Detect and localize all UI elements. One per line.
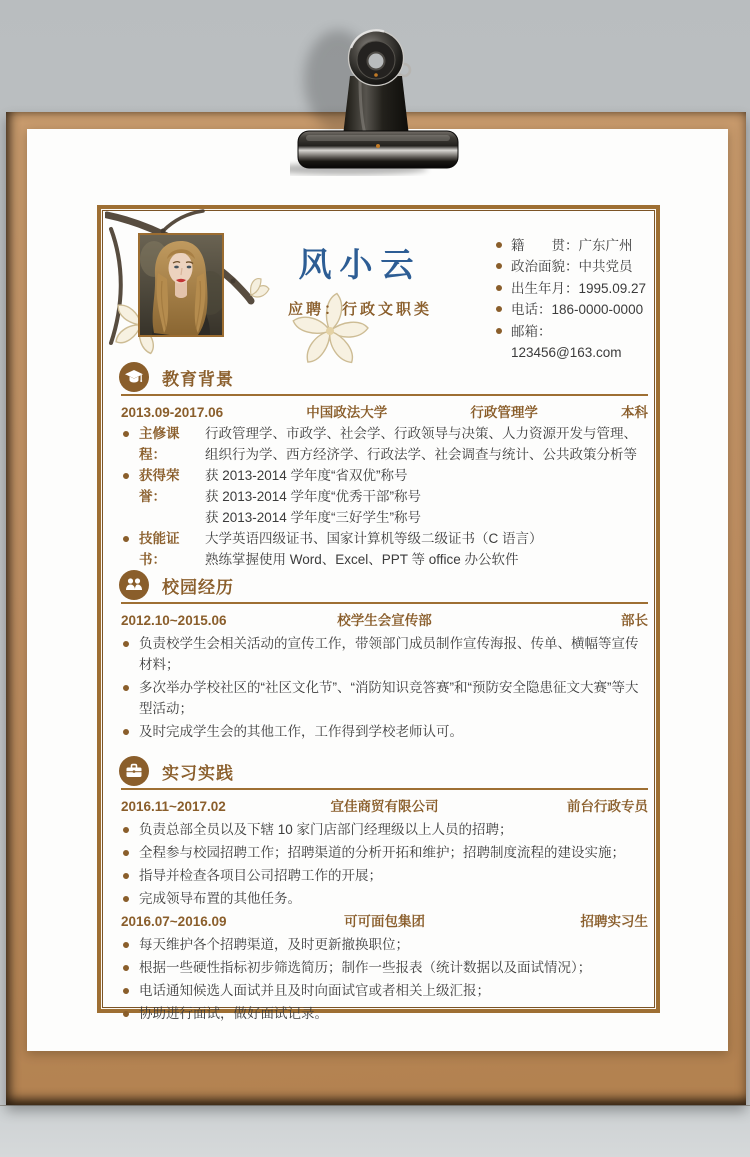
education-period: 2013.09-2017.06 xyxy=(121,405,224,420)
bullet-dot-icon xyxy=(123,827,129,833)
bullet-dot-icon xyxy=(123,641,129,647)
bullet-dot-icon xyxy=(123,873,129,879)
resume-frame xyxy=(97,205,660,1021)
bullet-dot-icon xyxy=(496,328,502,334)
bullet-dot-icon xyxy=(496,285,502,291)
bullet-dot-icon xyxy=(123,942,129,948)
bullet-dot-icon xyxy=(123,896,129,902)
profile-photo xyxy=(138,233,224,337)
campus-period: 2012.10~2015.06 xyxy=(121,613,227,628)
bullet-item: 协助进行面试，做好面试记录。 xyxy=(121,1003,648,1024)
briefcase-icon xyxy=(119,756,149,786)
bullet-item: 负责校学生会相关活动的宣传工作，带领部门成员制作宣传海报、传单、横幅等宣传材料； xyxy=(121,633,648,675)
binder-clip xyxy=(290,18,466,176)
section-title: 校园经历 xyxy=(162,577,234,597)
job-period: 2016.11~2017.02 xyxy=(121,799,226,814)
bullet-item: 全程参与校园招聘工作；招聘渠道的分析开拓和维护；招聘制度流程的建设实施； xyxy=(121,842,648,863)
section-divider xyxy=(121,788,648,790)
bullet-dot-icon xyxy=(123,1011,129,1017)
bullet-item: 每天维护各个招聘渠道，及时更新撤换职位； xyxy=(121,934,648,955)
bullet-dot-icon xyxy=(123,988,129,994)
education-degree: 本科 xyxy=(620,405,648,420)
name-block xyxy=(260,245,460,319)
contact-item-phone: 电话：186-0000-0000 xyxy=(496,299,652,320)
contact-item-origin: 籍 贯：广东广州 xyxy=(496,235,652,256)
section-title: 实习实践 xyxy=(162,763,234,783)
people-icon xyxy=(119,570,149,600)
section-title: 教育背景 xyxy=(162,369,234,389)
bullet-dot-icon xyxy=(123,473,129,479)
job-org: 宜佳商贸有限公司 xyxy=(330,799,439,814)
resume-header xyxy=(121,209,648,362)
bullet-item: 完成领导布置的其他任务。 xyxy=(121,888,648,909)
bullet-dot-icon xyxy=(123,729,129,735)
education-major: 行政管理学 xyxy=(470,405,538,420)
education-item-honors: 获得荣誉： 获 2013-2014 学年度“省双优”称号 获 2013-2014 学年度“优秀干部”称号 获 2013-2014 学年度“三好学生”称号 xyxy=(121,465,648,528)
bullet-dot-icon xyxy=(496,263,502,269)
job-row xyxy=(121,912,648,932)
bullet-dot-icon xyxy=(123,965,129,971)
job-role: 招聘实习生 xyxy=(580,914,648,929)
section-internship xyxy=(121,756,648,1024)
campus-role: 部长 xyxy=(621,613,648,628)
campus-org: 校学生会宣传部 xyxy=(337,613,432,628)
bullet-dot-icon xyxy=(123,685,129,691)
campus-row xyxy=(121,611,648,631)
contact-item-political: 政治面貌：中共党员 xyxy=(496,256,652,277)
section-campus xyxy=(121,570,648,742)
job-row xyxy=(121,797,648,817)
contact-list xyxy=(496,235,652,363)
job-org: 可可面包集团 xyxy=(344,914,425,929)
education-item-certificates: 技能证书： 大学英语四级证书、国家计算机等级二级证书（C 语言） 熟练掌握使用 Word、Excel、PPT 等 office 办公软件 xyxy=(121,528,648,570)
bullet-item: 电话通知候选人面试并且及时向面试官或者相关上级汇报； xyxy=(121,980,648,1001)
section-header xyxy=(121,756,648,786)
education-school: 中国政法大学 xyxy=(306,405,388,420)
section-divider xyxy=(121,602,648,604)
resume-paper xyxy=(27,129,728,1051)
floor xyxy=(0,1105,750,1157)
education-row xyxy=(121,403,648,423)
apply-position: 应聘：行政文职类 xyxy=(287,300,432,318)
section-header xyxy=(121,570,648,600)
bullet-item: 负责总部全员以及下辖 10 家门店部门经理级以上人员的招聘； xyxy=(121,819,648,840)
education-item-courses: 主修课程： 行政管理学、市政学、社会学、行政领导与决策、人力资源开发与管理、组织行为学、西方经济学、行政法学、社会调查与统计、公共政策分析等 xyxy=(121,423,648,465)
bullet-item: 多次举办学校社区的“社区文化节”、“消防知识竞答赛”和“预防安全隐患征文大赛”等大型活动； xyxy=(121,677,648,719)
bullet-item: 根据一些硬性指标初步筛选简历；制作一些报表（统计数据以及面试情况）； xyxy=(121,957,648,978)
bullet-dot-icon xyxy=(496,306,502,312)
bullet-item: 及时完成学生会的其他工作，工作得到学校老师认可。 xyxy=(121,721,648,742)
contact-item-birth: 出生年月：1995.09.27 xyxy=(496,278,652,299)
candidate-name: 风小云 xyxy=(298,245,422,284)
job-role: 前台行政专员 xyxy=(567,799,648,814)
job-period: 2016.07~2016.09 xyxy=(121,914,227,929)
bullet-item: 指导并检查各项目公司招聘工作的开展； xyxy=(121,865,648,886)
bullet-dot-icon xyxy=(123,536,129,542)
contact-item-email: 邮箱：123456@163.com xyxy=(496,321,652,364)
portrait-illustration xyxy=(140,235,222,335)
bullet-dot-icon xyxy=(496,242,502,248)
bullet-dot-icon xyxy=(123,850,129,856)
bullet-dot-icon xyxy=(123,431,129,437)
